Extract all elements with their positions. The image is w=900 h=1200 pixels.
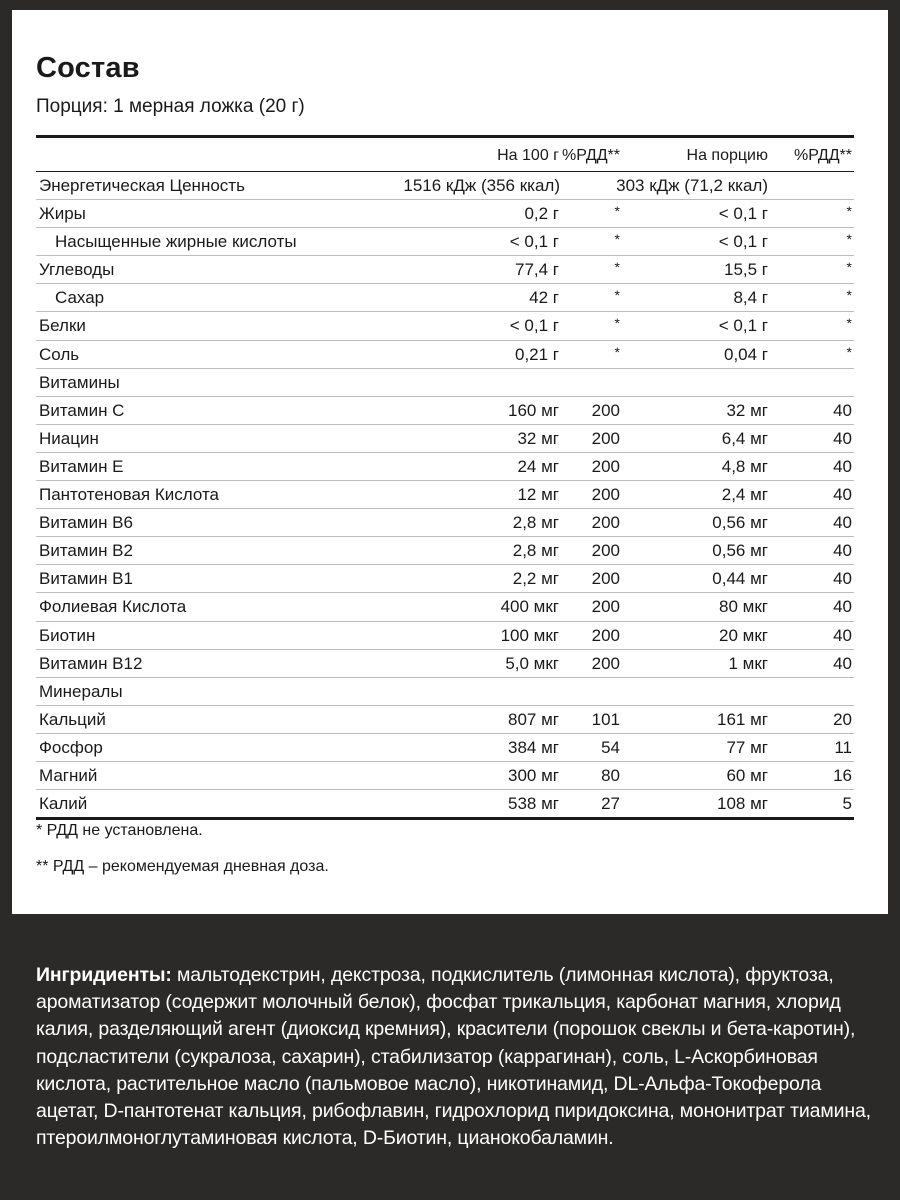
value-per-100g: 538 мг xyxy=(508,794,559,814)
table-row xyxy=(36,537,854,565)
rdd-per-portion: * xyxy=(846,287,852,304)
value-per-100g: 2,8 мг xyxy=(512,513,559,533)
nutrient-name: Витамины xyxy=(39,372,120,392)
rdd-per-100g: * xyxy=(614,287,620,304)
rdd-per-100g: 200 xyxy=(591,428,620,448)
rdd-per-100g: * xyxy=(614,343,620,360)
value-per-100g: 160 мг xyxy=(508,400,559,420)
table-row xyxy=(36,509,854,537)
nutrient-name: Витамин В1 xyxy=(39,569,133,589)
table-row xyxy=(36,341,854,369)
value-per-portion: 0,56 мг xyxy=(712,513,768,533)
table-row xyxy=(36,453,854,481)
rdd-per-portion: 40 xyxy=(833,541,852,561)
rdd-per-100g: 200 xyxy=(591,485,620,505)
rdd-per-100g: 200 xyxy=(591,569,620,589)
nutrient-name: Калий xyxy=(39,794,88,814)
value-per-100g: 12 мг xyxy=(517,485,559,505)
energy-per-portion: 303 кДж (71,2 ккал) xyxy=(616,176,768,195)
value-per-100g: 0,2 г xyxy=(524,204,559,224)
table-row xyxy=(36,425,854,453)
value-per-portion: < 0,1 г xyxy=(718,232,768,252)
nutrient-name: Витамин С xyxy=(39,400,125,420)
value-per-100g: 77,4 г xyxy=(514,260,559,280)
table-row xyxy=(36,312,854,340)
rdd-per-100g: 101 xyxy=(591,709,620,729)
rdd-per-100g: * xyxy=(614,259,620,276)
rdd-per-portion: 40 xyxy=(833,597,852,617)
rdd-per-100g: * xyxy=(614,231,620,248)
rdd-per-portion: * xyxy=(846,315,852,332)
footnote-rdd-definition: ** РДД – рекомендуемая дневная доза. xyxy=(36,858,329,875)
nutrient-name: Фосфор xyxy=(39,737,103,757)
value-per-portion: 8,4 г xyxy=(733,288,768,308)
rdd-per-100g: 54 xyxy=(601,737,620,757)
value-per-100g: 42 г xyxy=(529,288,559,308)
value-per-portion: 32 мг xyxy=(726,400,768,420)
column-header-per-100g: На 100 г xyxy=(497,147,559,164)
value-per-portion: 80 мкг xyxy=(719,597,768,617)
rdd-per-100g: 200 xyxy=(591,513,620,533)
value-per-100g: 384 мг xyxy=(508,737,559,757)
footnote-rdd-not-set: * РДД не установлена. xyxy=(36,822,203,839)
nutrient-name: Магний xyxy=(39,765,98,785)
nutrient-name: Фолиевая Кислота xyxy=(39,597,187,617)
rdd-per-100g: 200 xyxy=(591,625,620,645)
nutrient-name: Витамин В2 xyxy=(39,541,133,561)
column-header-per-portion: На порцию xyxy=(686,147,768,164)
value-per-portion: 2,4 мг xyxy=(721,485,768,505)
ingredients-label: Ингридиенты: xyxy=(36,964,172,986)
value-per-100g: < 0,1 г xyxy=(509,316,559,336)
value-per-portion: 6,4 мг xyxy=(721,428,768,448)
rdd-per-100g: 200 xyxy=(591,541,620,561)
rdd-per-portion: 5 xyxy=(842,794,852,814)
rdd-per-100g: 200 xyxy=(591,653,620,673)
rdd-per-portion: 40 xyxy=(833,428,852,448)
table-row xyxy=(36,593,854,621)
value-per-100g: 5,0 мкг xyxy=(505,653,559,673)
nutrient-name: Витамин В12 xyxy=(39,653,143,673)
rdd-per-100g: * xyxy=(614,203,620,220)
value-per-100g: 100 мкг xyxy=(500,625,559,645)
value-per-100g: < 0,1 г xyxy=(509,232,559,252)
rdd-per-portion: 40 xyxy=(833,400,852,420)
value-per-100g: 300 мг xyxy=(508,765,559,785)
value-per-portion: 4,8 мг xyxy=(721,456,768,476)
value-per-100g: 400 мкг xyxy=(500,597,559,617)
nutrient-name: Сахар xyxy=(55,288,105,308)
rdd-per-100g: 200 xyxy=(591,400,620,420)
table-row xyxy=(36,622,854,650)
table-row xyxy=(36,650,854,678)
rdd-per-portion: * xyxy=(846,259,852,276)
page-title: Состав xyxy=(36,52,140,84)
table-row xyxy=(36,734,854,762)
table-row xyxy=(36,678,854,706)
table-header-row xyxy=(36,138,854,172)
table-row xyxy=(36,565,854,593)
ingredients-text xyxy=(36,962,876,1152)
table-row xyxy=(36,369,854,397)
value-per-portion: 0,04 г xyxy=(723,344,768,364)
column-header-rdd-portion: %РДД** xyxy=(794,147,852,164)
rdd-per-100g: 27 xyxy=(601,794,620,814)
rdd-per-portion: 40 xyxy=(833,625,852,645)
rdd-per-100g: 200 xyxy=(591,456,620,476)
table-row xyxy=(36,762,854,790)
rdd-per-portion: * xyxy=(846,343,852,360)
rdd-per-portion: 40 xyxy=(833,513,852,533)
value-per-100g: 2,2 мг xyxy=(512,569,559,589)
energy-per-100g: 1516 кДж (356 ккал) xyxy=(403,176,560,195)
value-per-portion: 0,56 мг xyxy=(712,541,768,561)
rdd-per-100g: 80 xyxy=(601,765,620,785)
table-row xyxy=(36,790,854,817)
rdd-per-portion: 40 xyxy=(833,569,852,589)
value-per-100g: 0,21 г xyxy=(514,344,559,364)
table-row-energy xyxy=(36,172,854,200)
nutrient-name: Пантотеновая Кислота xyxy=(39,485,219,505)
rdd-per-portion: 40 xyxy=(833,456,852,476)
nutrient-name: Насыщенные жирные кислоты xyxy=(55,232,297,252)
value-per-100g: 807 мг xyxy=(508,709,559,729)
table-row xyxy=(36,200,854,228)
nutrient-name: Витамин Е xyxy=(39,456,124,476)
rdd-per-portion: 40 xyxy=(833,485,852,505)
value-per-portion: 15,5 г xyxy=(723,260,768,280)
nutrient-name: Витамин В6 xyxy=(39,513,133,533)
ingredients-list: мальтодекстрин, декстроза, подкислитель (лимонная кислота), фруктоза, ароматизатор (содержит молочный белок), фосфат трикальция, карбонат магния, хлорид калия, разделяющий агент (диоксид кремния), красители (порошок свеклы и бета-каротин), подсластители (сукралоза, сахарин), стабилизатор (каррагинан), соль, L-Аскорбиновая кислота, растительное масло (пальмовое масло), никотинамид, DL-Альфа-Токоферола ацетат, D-пантотенат кальция, рибофлавин, гидрохлорид пиридоксина, мононитрат тиамина, птероилмоноглутаминовая кислота, D-Биотин, цианокобаламин. xyxy=(36,964,871,1150)
column-header-rdd-100g: %РДД** xyxy=(562,147,620,164)
nutrient-name: Белки xyxy=(39,316,86,336)
rdd-per-100g: 200 xyxy=(591,597,620,617)
value-per-portion: 0,44 мг xyxy=(712,569,768,589)
table-row xyxy=(36,228,854,256)
energy-label: Энергетическая Ценность xyxy=(39,176,245,195)
rdd-per-portion: 40 xyxy=(833,653,852,673)
rdd-per-portion: 16 xyxy=(833,765,852,785)
rdd-per-portion: * xyxy=(846,203,852,220)
table-row xyxy=(36,706,854,734)
table-row xyxy=(36,481,854,509)
value-per-100g: 32 мг xyxy=(517,428,559,448)
rdd-per-portion: 11 xyxy=(834,737,852,757)
value-per-portion: 108 мг xyxy=(717,794,768,814)
value-per-portion: 77 мг xyxy=(726,737,768,757)
nutrient-name: Минералы xyxy=(39,681,123,701)
nutrient-name: Жиры xyxy=(39,204,86,224)
nutrient-name: Соль xyxy=(39,344,80,364)
value-per-portion: 20 мкг xyxy=(719,625,768,645)
value-per-100g: 24 мг xyxy=(517,456,559,476)
rdd-per-100g: * xyxy=(614,315,620,332)
nutrient-name: Биотин xyxy=(39,625,96,645)
table-row xyxy=(36,397,854,425)
value-per-portion: 60 мг xyxy=(726,765,768,785)
value-per-portion: < 0,1 г xyxy=(718,316,768,336)
nutrient-name: Кальций xyxy=(39,709,106,729)
rdd-per-portion: 20 xyxy=(833,709,852,729)
table-row xyxy=(36,256,854,284)
rdd-per-portion: * xyxy=(846,231,852,248)
value-per-portion: 161 мг xyxy=(717,709,768,729)
nutrition-table xyxy=(36,135,854,820)
portion-size: Порция: 1 мерная ложка (20 г) xyxy=(36,96,305,117)
nutrient-name: Углеводы xyxy=(39,260,115,280)
value-per-100g: 2,8 мг xyxy=(512,541,559,561)
table-row xyxy=(36,284,854,312)
nutrient-name: Ниацин xyxy=(39,428,99,448)
value-per-portion: < 0,1 г xyxy=(718,204,768,224)
value-per-portion: 1 мкг xyxy=(728,653,768,673)
